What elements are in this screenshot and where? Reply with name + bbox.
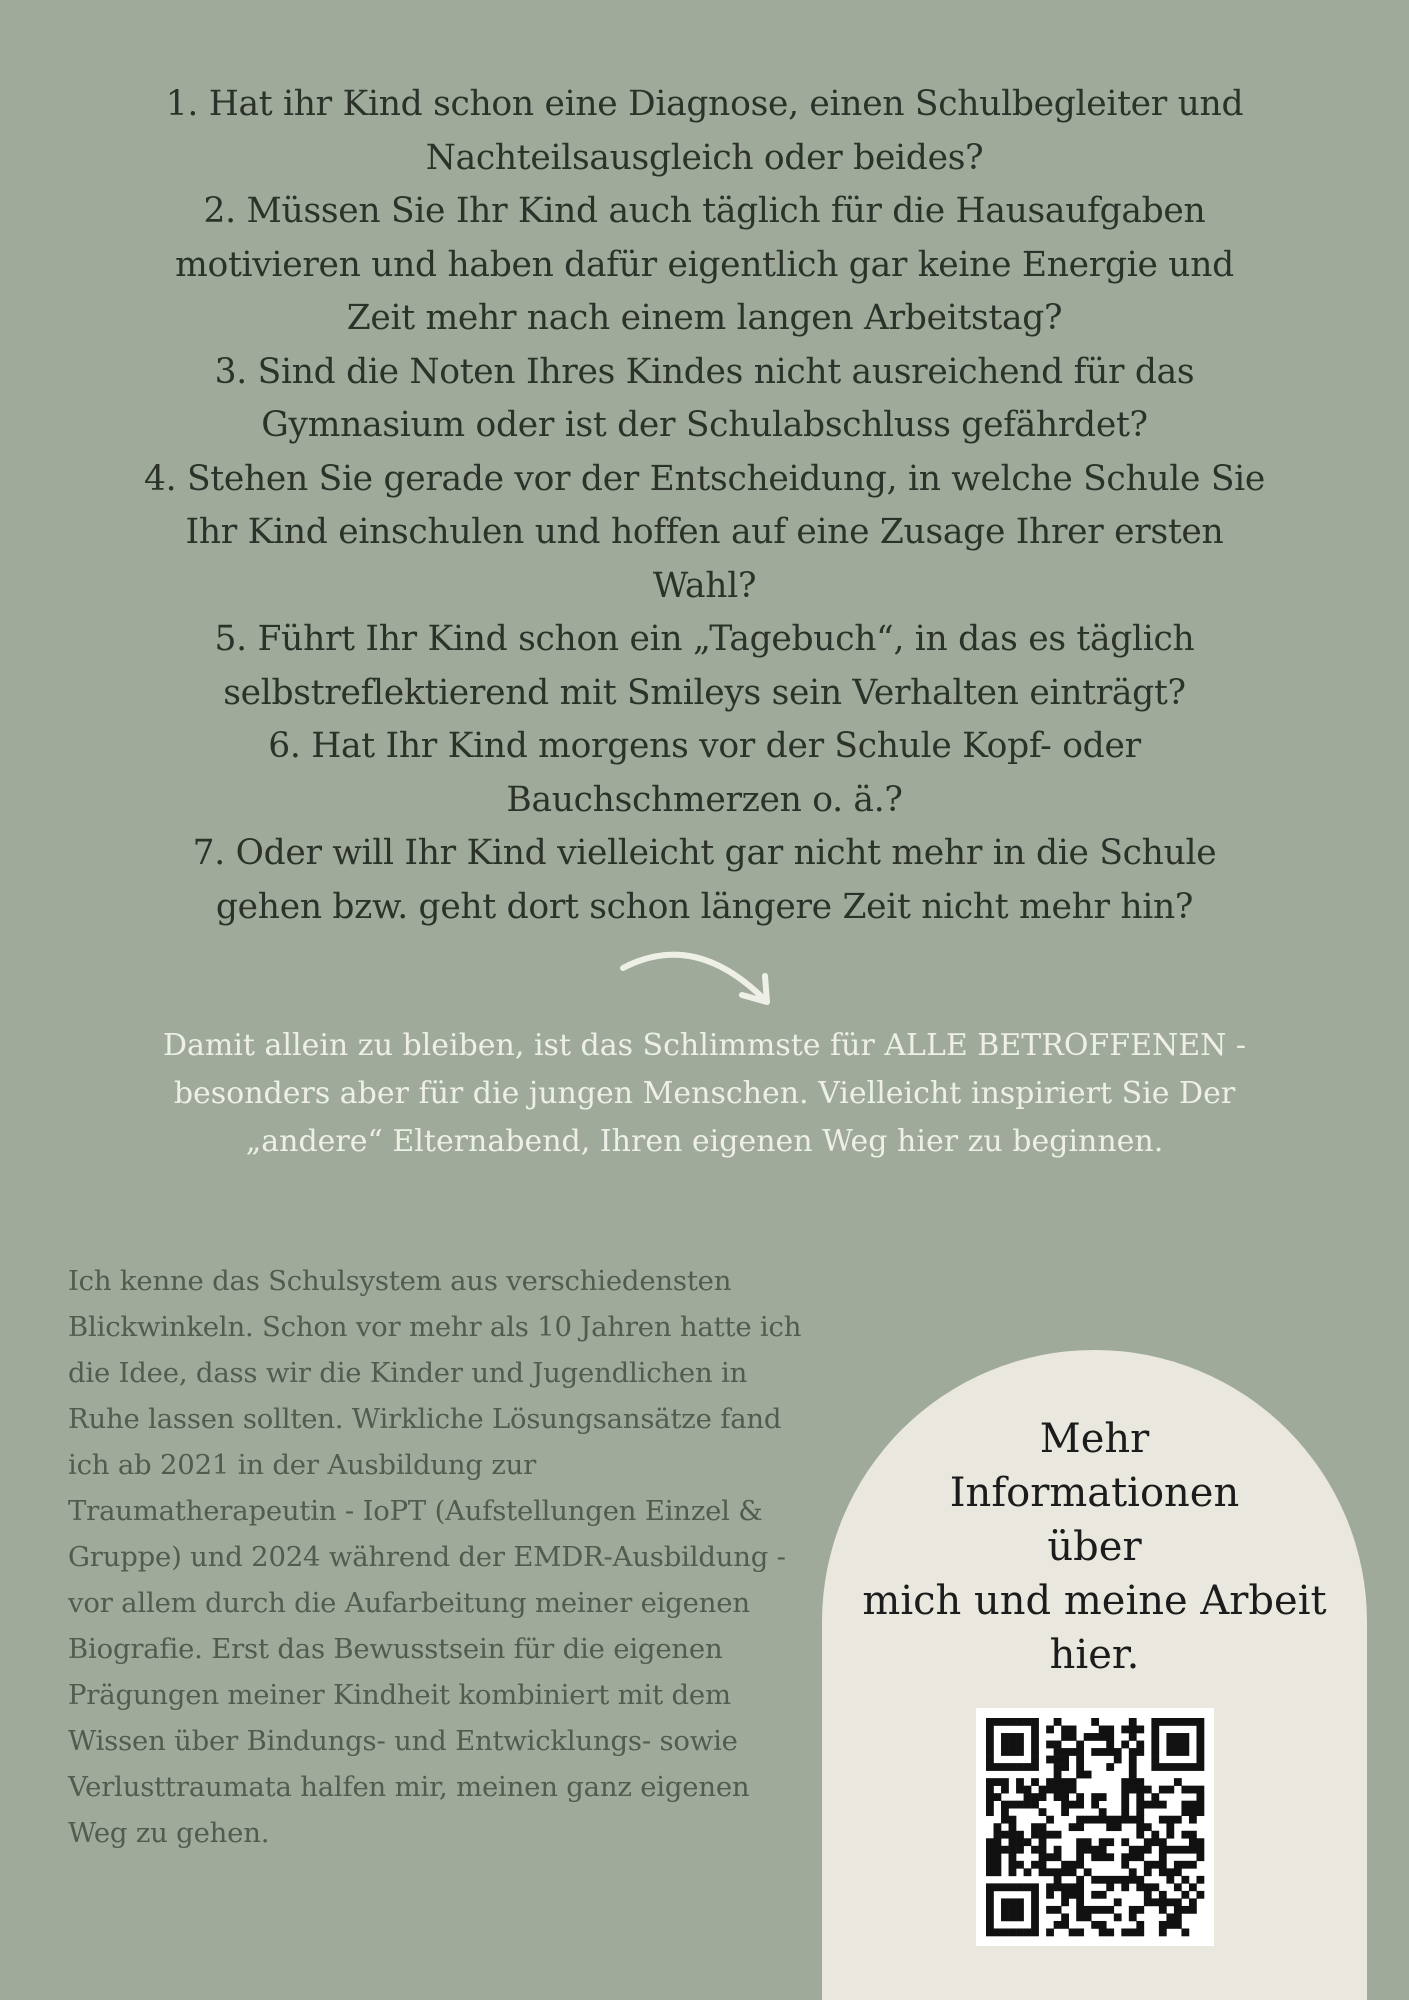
info-line-2: Informationen [949,1470,1240,1516]
qr-code[interactable] [976,1708,1214,1946]
bio-block [68,1258,808,1856]
questions-block [140,78,1269,934]
question-5: 5. Führt Ihr Kind schon ein „Tagebuch“, in das es täglich selbstreflektierend mit Smileys sein Verhalten einträgt? [214,619,1195,713]
info-line-1: Mehr [1039,1416,1150,1462]
question-6: 6. Hat Ihr Kind morgens vor der Schule Kopf- oder Bauchschmerzen o. ä.? [268,726,1141,820]
info-line-4: mich und meine Arbeit [862,1578,1327,1624]
info-line-5: hier. [1049,1632,1140,1678]
question-3: 3. Sind die Noten Ihres Kindes nicht ausreichend für das Gymnasium oder ist der Schulabschluss gefährdet? [214,351,1195,445]
question-1: 1. Hat ihr Kind schon eine Diagnose, einen Schulbegleiter und Nachteilsausgleich oder beides? [165,84,1244,178]
closing-text: Damit allein zu bleiben, ist das Schlimmste für ALLE BETROFFENEN - besonders aber für die jungen Menschen. Vielleicht inspiriert Sie Der „andere“ Elternabend, Ihren eigenen Weg hier zu beginnen. [162,1028,1247,1159]
question-7: 7. Oder will Ihr Kind vielleicht gar nicht mehr in die Schule gehen bzw. geht dort schon längere Zeit nicht mehr hin? [192,833,1217,927]
question-2: 2. Müssen Sie Ihr Kind auch täglich für die Hausaufgaben motivieren und haben dafür eigentlich gar keine Energie und Zeit mehr nach einem langen Arbeitstag? [175,191,1234,338]
closing-message [150,1022,1259,1166]
qr-code-icon [976,1708,1214,1946]
question-4: 4. Stehen Sie gerade vor der Entscheidung, in welche Schule Sie Ihr Kind einschulen und hoffen auf eine Zusage Ihrer ersten Wahl? [143,458,1266,606]
info-line-3: über [1047,1524,1142,1570]
info-arch-card[interactable] [822,1350,1367,2000]
info-text [822,1412,1367,1682]
bio-text: Ich kenne das Schulsystem aus verschiedensten Blickwinkeln. Schon vor mehr als 10 Jahren hatte ich die Idee, dass wir die Kinder und Jugendlichen in Ruhe lassen sollten. Wirkliche Lösungsansätze fand ich ab 2021 in der Ausbildung zur Traumatherapeutin - IoPT (Aufstellungen Einzel & Gruppe) und 2024 während der EMDR-Ausbildung - vor allem durch die Aufarbeitung meiner eigenen Biografie. Erst das Bewusstsein für die eigenen Prägungen meiner Kindheit kombiniert mit dem Wissen über Bindungs- und Entwicklungs- sowie Verlusttraumata halfen mir, meinen ganz eigenen Weg zu gehen. [68,1265,802,1849]
curved-arrow-icon [615,940,785,1020]
